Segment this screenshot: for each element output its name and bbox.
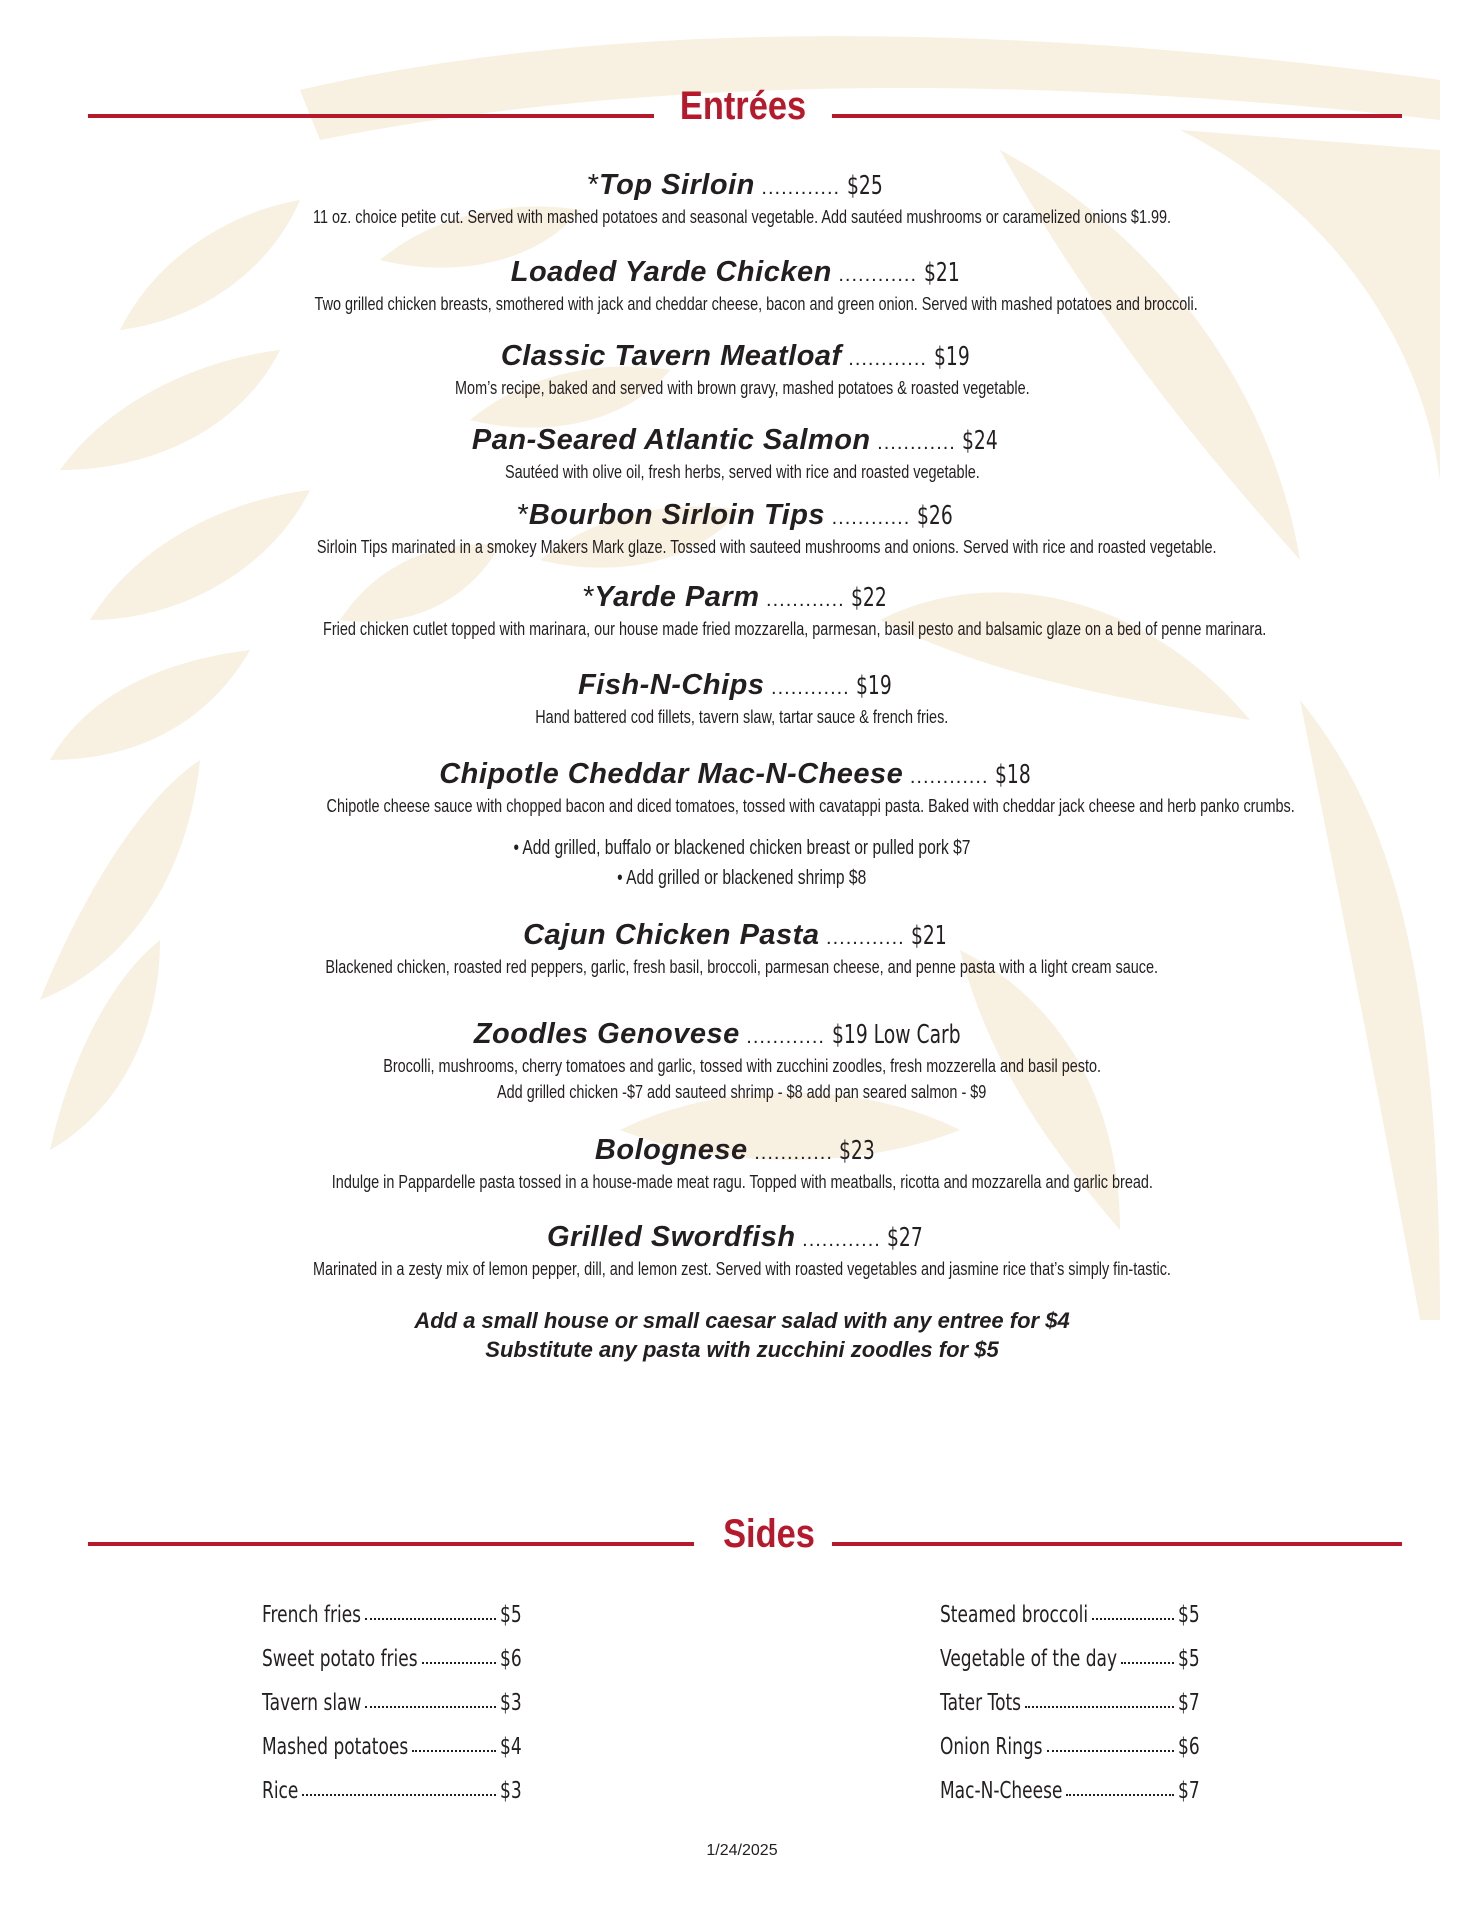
entree-item [190,1017,1294,1106]
entree-item [190,168,1294,231]
side-price: $7 [1178,1778,1201,1804]
entree-item [190,339,1294,402]
dot-leader [1121,1661,1174,1664]
side-price: $4 [500,1734,523,1760]
entree-price: $18 [995,760,1031,790]
side-price: $3 [500,1690,523,1716]
entree-title-line [190,757,1294,794]
dot-leader: ............ [764,677,857,699]
entree-item [190,918,1294,981]
dot-leader: ............ [754,177,847,199]
entree-item [190,580,1294,643]
dot-leader: ............ [870,432,963,454]
entree-title-line [190,1220,1294,1257]
entree-item [190,1133,1294,1196]
dot-leader [302,1793,496,1796]
side-price: $5 [1178,1646,1201,1672]
sides-right-column [940,1602,1200,1822]
entree-name: Classic Tavern Meatloaf [500,340,842,372]
entree-description: Mom’s recipe, baked and served with brown gravy, mashed potatoes & roasted vegetable. [454,377,1030,398]
dot-leader: ............ [795,1229,888,1251]
entree-description: Blackened chicken, roasted red peppers, garlic, fresh basil, broccoli, parmesan cheese, and penne pasta with a light cream sauce. [325,956,1159,977]
side-name: Steamed broccoli [940,1602,1089,1628]
entree-item [190,423,1294,486]
entree-title-line [190,423,1294,460]
entree-description: Brocolli, mushrooms, cherry tomatoes and garlic, tossed with zucchini zoodles, fresh mozzerella and basil pesto. [383,1055,1101,1076]
entree-price: $26 [916,501,953,531]
entree-price: $24 [962,426,999,456]
side-item [940,1690,1200,1734]
side-name: Rice [262,1778,299,1804]
entree-title-line [190,1133,1294,1170]
side-item [940,1734,1200,1778]
side-item [262,1690,522,1734]
side-price: $7 [1178,1690,1201,1716]
entree-description: Marinated in a zesty mix of lemon pepper, dill, and lemon zest. Served with roasted vegetables and jasmine rice that’s simply fin-tastic. [313,1258,1171,1279]
entree-addon: • Add grilled or blackened shrimp $8 [617,867,867,889]
asterisk: * [583,581,595,613]
entree-description: Fried chicken cutlet topped with marinara, our house made fried mozzarella, parmesan, basil pesto and balsamic glaze on a bed of penne marinara. [323,618,1267,639]
side-price: $5 [500,1602,523,1628]
side-item [262,1734,522,1778]
entree-name: Zoodles Genovese [473,1018,740,1050]
side-item [262,1778,522,1822]
dot-leader: ............ [841,348,934,370]
entree-name: Top Sirloin [599,169,755,201]
salad-note: Add a small house or small caesar salad with any entree for $4 [414,1308,1070,1333]
entree-title-line [190,918,1294,955]
dot-leader [365,1705,496,1708]
entree-name: Pan-Seared Atlantic Salmon [471,424,871,456]
side-price: $5 [1178,1602,1201,1628]
dot-leader: ............ [825,507,917,529]
side-price: $3 [500,1778,523,1804]
entree-price: $21 [923,258,960,288]
sides-header [88,1504,1402,1564]
side-name: Tavern slaw [262,1690,362,1716]
entree-price: $19 [856,671,893,701]
entree-title-line [190,339,1294,376]
entree-item [190,757,1294,896]
entree-item [190,1220,1294,1283]
dot-leader: ............ [903,766,996,788]
side-item [262,1646,522,1690]
header-rule-left [88,1542,694,1546]
dot-leader [1047,1749,1175,1752]
entree-name: Bourbon Sirloin Tips [528,499,826,531]
entree-price: $22 [851,583,888,613]
entree-price: $23 [839,1136,876,1166]
entree-title-line [190,1017,1294,1054]
side-item [262,1602,522,1646]
entree-title-line [190,580,1294,617]
entree-item [190,255,1294,318]
menu-date: 1/24/2025 [706,1842,778,1859]
header-rule-right [832,114,1402,118]
entree-description: 11 oz. choice petite cut. Served with mashed potatoes and seasonal vegetable. Add sautéed mushrooms or caramelized onions $1.99. [312,206,1172,227]
dot-leader [1025,1705,1174,1708]
dot-leader [422,1661,497,1664]
side-name: Vegetable of the day [940,1646,1118,1672]
entree-description: Indulge in Pappardelle pasta tossed in a house-made meat ragu. Topped with meatballs, ricotta and mozzarella and garlic bread. [331,1171,1153,1192]
entree-price: $25 [846,171,883,201]
entree-price: $19 [933,342,970,372]
entrees-title: Entrées [679,84,807,128]
side-item [940,1778,1200,1822]
sides-title: Sides [723,1512,815,1556]
entree-description: Sirloin Tips marinated in a smokey Makers Mark glaze. Tossed with sauteed mushrooms and onions. Served with rice and roasted vegetable. [316,536,1217,557]
dot-leader [365,1617,496,1620]
entree-name: Chipotle Cheddar Mac-N-Cheese [439,758,904,790]
entree-notes [190,1306,1294,1364]
asterisk: * [517,499,529,531]
entree-description: Hand battered cod fillets, tavern slaw, tartar sauce & french fries. [535,706,949,727]
entree-addon: • Add grilled, buffalo or blackened chicken breast or pulled pork $7 [513,837,971,859]
side-item [940,1602,1200,1646]
side-price: $6 [1178,1734,1201,1760]
entree-price: $27 [887,1223,924,1253]
dot-leader: ............ [747,1142,840,1164]
entree-name: Bolognese [594,1134,748,1166]
side-name: Sweet potato fries [262,1646,418,1672]
side-name: Onion Rings [940,1734,1043,1760]
side-name: Mashed potatoes [262,1734,409,1760]
entree-title-line [190,255,1294,292]
side-item [940,1646,1200,1690]
dot-leader [412,1749,496,1752]
entree-item [190,498,1294,561]
sides-left-column [262,1602,522,1822]
entree-description: Sautéed with olive oil, fresh herbs, served with rice and roasted vegetable. [504,461,980,482]
entree-name: Grilled Swordfish [546,1221,796,1253]
dot-leader [1092,1617,1174,1620]
entree-name: Fish-N-Chips [578,669,765,701]
entree-description: Chipotle cheese sauce with chopped bacon and diced tomatoes, tossed with cavatappi pasta. Baked with cheddar jack cheese and herb panko crumbs. [326,795,1295,816]
dot-leader: ............ [759,589,852,611]
zoodles-note: Substitute any pasta with zucchini zoodles for $5 [485,1337,999,1362]
entree-item [190,668,1294,731]
side-name: Tater Tots [940,1690,1022,1716]
dot-leader: ............ [831,264,924,286]
entree-description: Two grilled chicken breasts, smothered with jack and cheddar cheese, bacon and green onion. Served with mashed potatoes and broccoli. [314,293,1198,314]
header-rule-left [88,114,654,118]
entrees-header [88,76,1402,136]
dot-leader: ............ [819,927,912,949]
entree-title-line [190,668,1294,705]
dot-leader [1066,1793,1174,1796]
side-name: French fries [262,1602,362,1628]
entree-name: Yarde Parm [594,581,760,613]
entree-description: Add grilled chicken -$7 add sauteed shrimp - $8 add pan seared salmon - $9 [497,1081,987,1102]
dot-leader: ............ [739,1026,832,1048]
entree-name: Cajun Chicken Pasta [523,919,820,951]
side-name: Mac-N-Cheese [940,1778,1063,1804]
entree-price: $21 [911,921,948,951]
entree-title-line [190,498,1294,535]
header-rule-right [832,1542,1402,1546]
entree-name: Loaded Yarde Chicken [510,256,832,288]
side-price: $6 [500,1646,523,1672]
entree-price: $19 Low Carb [831,1020,961,1050]
asterisk: * [587,169,599,201]
entree-title-line [190,168,1294,205]
